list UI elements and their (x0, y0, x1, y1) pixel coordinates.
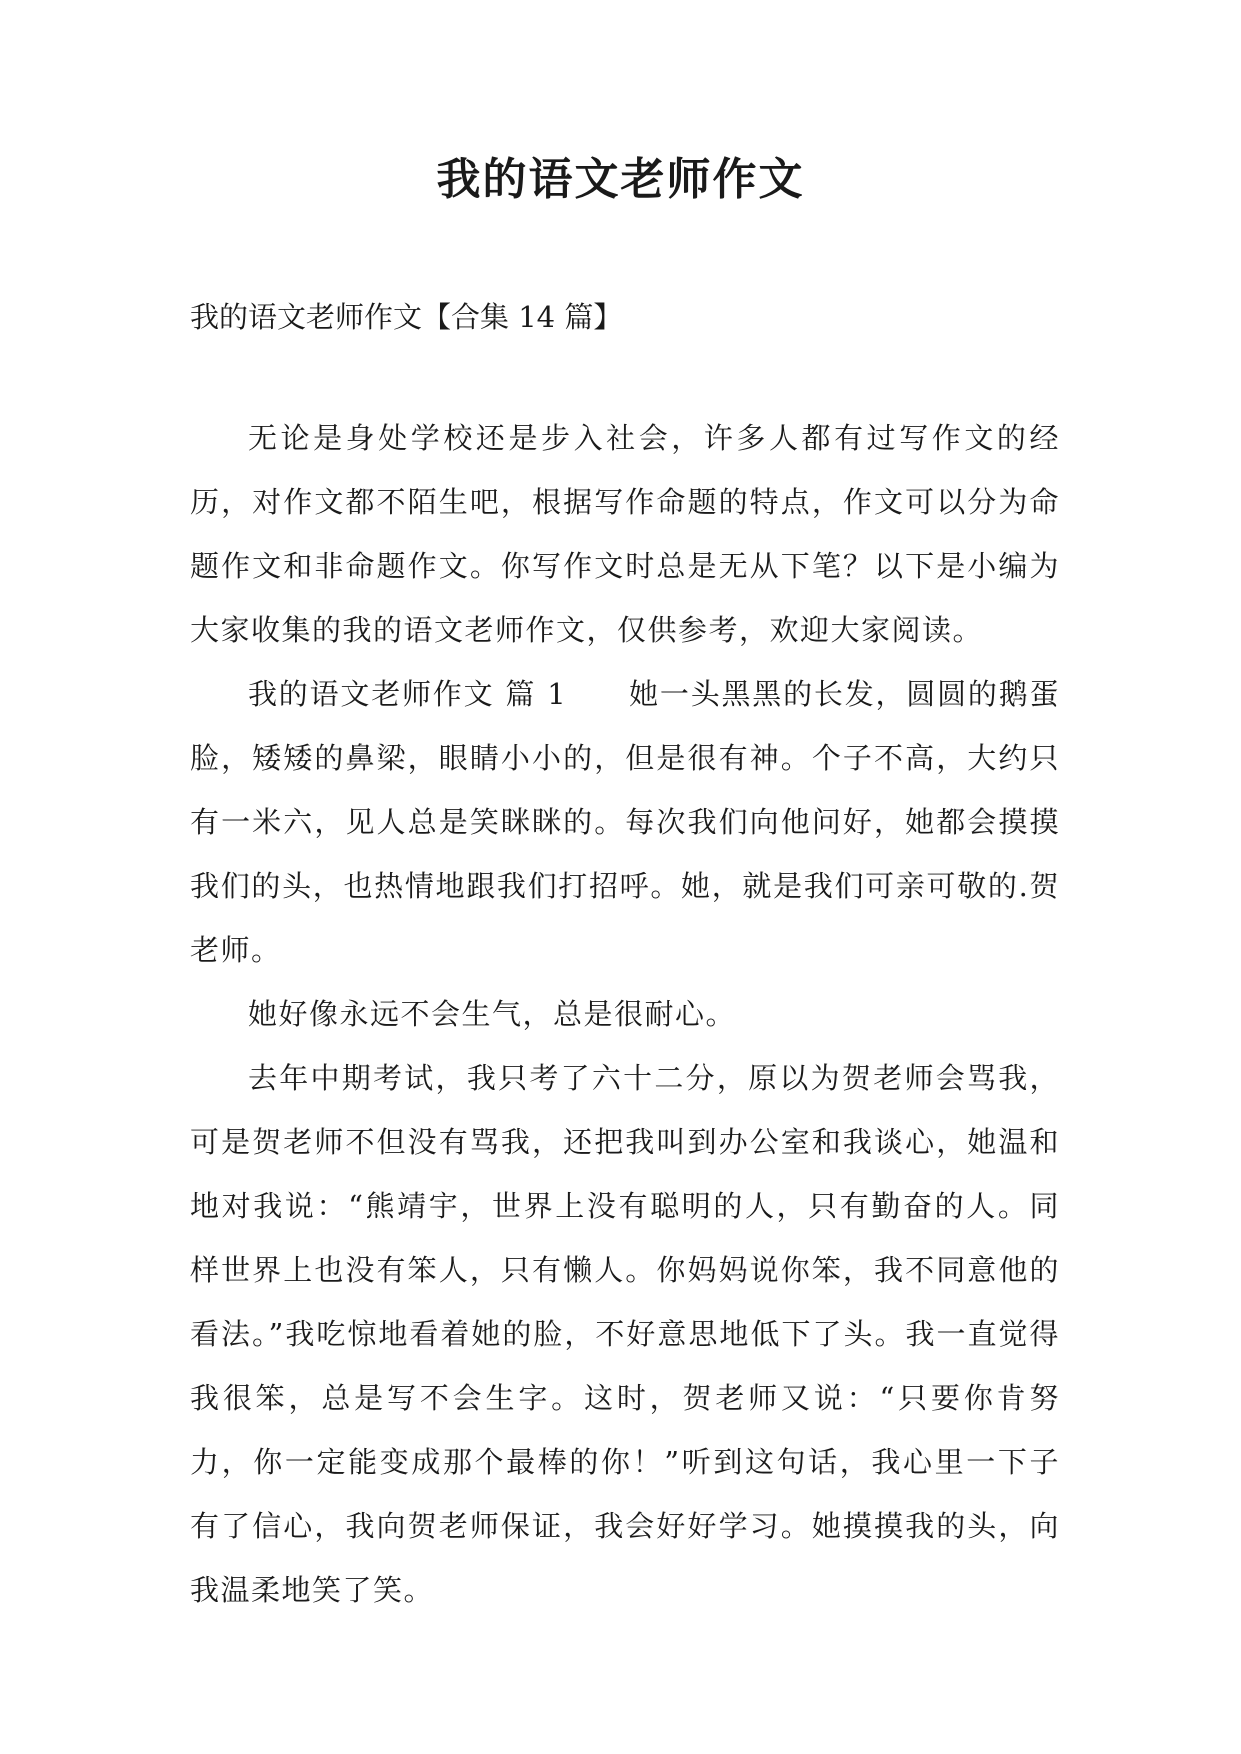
document-subtitle: 我的语文老师作文【合集 14 篇】 (190, 300, 623, 334)
essay-1-paragraph-1: 我的语文老师作文 篇 1 她一头黑黑的长发，圆圆的鹅蛋脸，矮矮的鼻梁，眼睛小小的，但是很有神。个子不高，大约只有一米六，见人总是笑眯眯的。每次我们向他问好，她都会摸摸我们的头，也热情地跟我们打招呼。她，就是我们可亲可敬的.贺老师。 (190, 677, 1060, 967)
document-body (190, 406, 1060, 1622)
intro-paragraph: 无论是身处学校还是步入社会，许多人都有过写作文的经历，对作文都不陌生吧，根据写作命题的特点，作文可以分为命题作文和非命题作文。你写作文时总是无从下笔？以下是小编为大家收集的我的语文老师作文，仅供参考，欢迎大家阅读。 (190, 421, 1060, 647)
essay-1-paragraph-2: 她好像永远不会生气，总是很耐心。 (248, 997, 737, 1031)
document-title: 我的语文老师作文 (436, 154, 805, 205)
essay-1-paragraph-3: 去年中期考试，我只考了六十二分，原以为贺老师会骂我，可是贺老师不但没有骂我，还把我叫到办公室和我谈心，她温和地对我说：“熊靖宇，世界上没有聪明的人，只有勤奋的人。同样世界上也没有笨人，只有懒人。你妈妈说你笨，我不同意他的看法。”我吃惊地看着她的脸，不好意思地低下了头。我一直觉得我很笨，总是写不会生字。这时，贺老师又说：“只要你肯努力，你一定能变成那个最棒的你！”听到这句话，我心里一下子有了信心，我向贺老师保证，我会好好学习。她摸摸我的头，向我温柔地笑了笑。 (190, 1061, 1060, 1607)
